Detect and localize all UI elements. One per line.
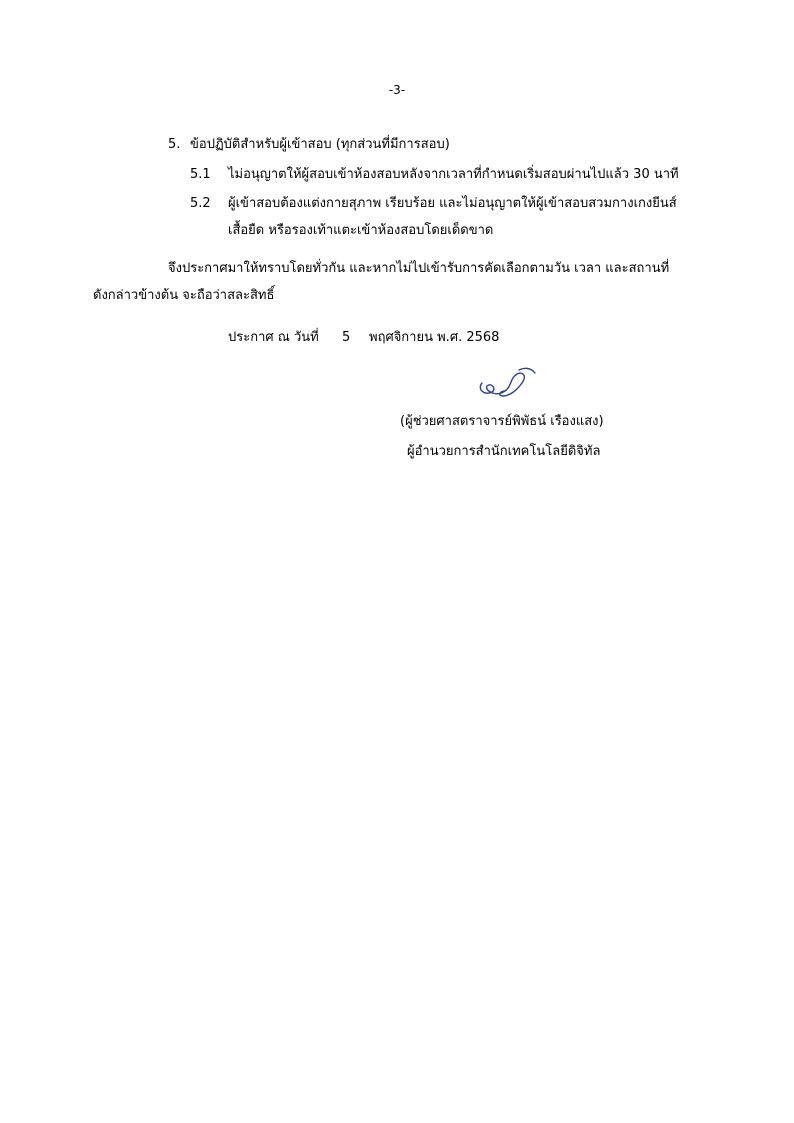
list-item-number: 5.1 — [190, 167, 211, 182]
date-prefix: ประกาศ ณ วันที่ — [228, 330, 319, 345]
list-item-number: 5.2 — [190, 196, 211, 211]
closing-paragraph-line-2: ดังกล่าวข้างต้น จะถือว่าสละสิทธิ์ — [93, 288, 275, 303]
signer-name: (ผู้ช่วยศาสตราจารย์พิพัธน์ เรืองแสง) — [400, 414, 604, 429]
page-number: -3- — [388, 83, 406, 97]
signature-image — [474, 365, 538, 405]
list-item-text: ไม่อนุญาตให้ผู้สอบเข้าห้องสอบหลังจากเวลาที่กำหนดเริ่มสอบผ่านไปแล้ว 30 นาที — [228, 167, 679, 182]
section-number: 5. — [168, 137, 181, 152]
list-item-continuation: เสื้อยืด หรือรองเท้าแตะเข้าห้องสอบโดยเด็ดขาด — [228, 223, 494, 238]
signer-title: ผู้อำนวยการสำนักเทคโนโลยีดิจิทัล — [407, 444, 601, 459]
list-item-text: ผู้เข้าสอบต้องแต่งกายสุภาพ เรียบร้อย และไม่อนุญาตให้ผู้เข้าสอบสวมกางเกงยีนส์ — [228, 196, 677, 211]
section-heading-text: ข้อปฏิบัติสำหรับผู้เข้าสอบ (ทุกส่วนที่มีการสอบ) — [190, 137, 450, 152]
date-day: 5 — [342, 330, 351, 345]
closing-paragraph-line-1: จึงประกาศมาให้ทราบโดยทั่วกัน และหากไม่ไปเข้ารับการคัดเลือกตามวัน เวลา และสถานที่ — [168, 261, 670, 276]
date-month-year: พฤศจิกายน พ.ศ. 2568 — [369, 330, 500, 345]
